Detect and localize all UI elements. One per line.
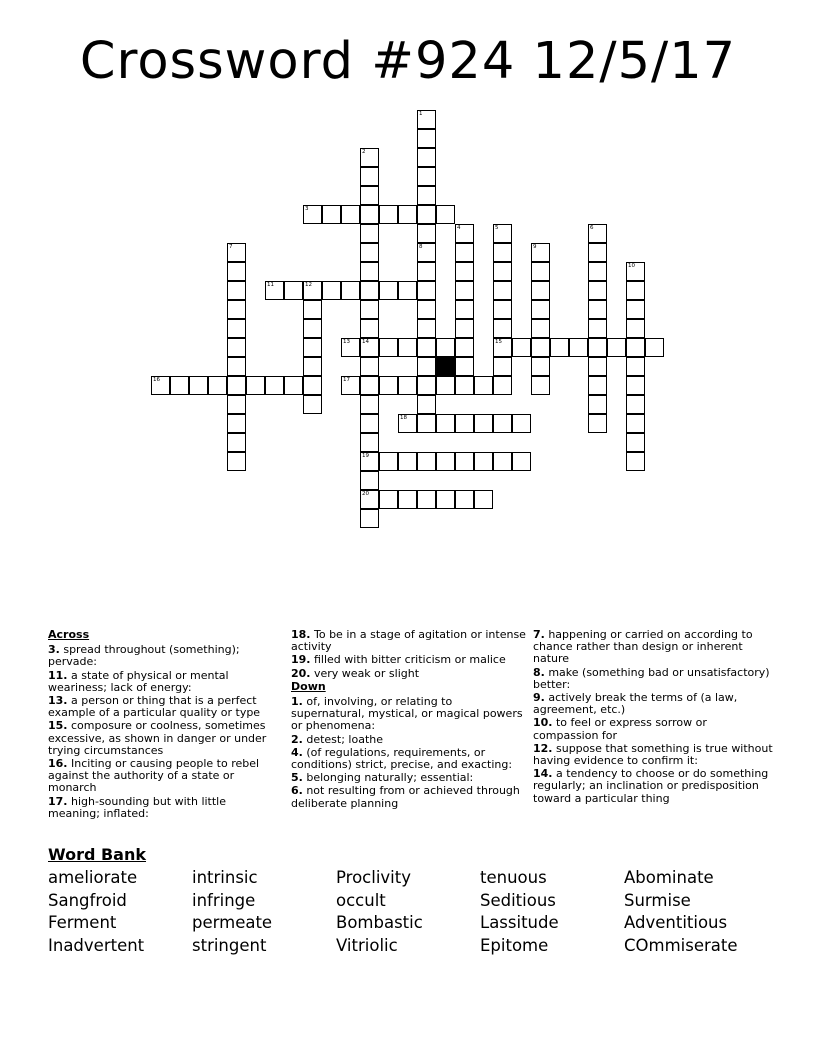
clue [533,717,773,741]
grid-cell[interactable] [436,205,455,224]
word-bank-item: Bombastic [336,913,423,932]
grid-cell[interactable] [227,414,246,433]
grid-cell[interactable] [626,433,645,452]
clue-number: 13. [48,694,68,708]
down-clue-list-continued [533,629,773,805]
grid-cell[interactable] [360,186,379,205]
grid-cell[interactable] [455,319,474,338]
grid-cell[interactable] [227,319,246,338]
clue-number: 9. [533,691,545,705]
clue-number: 12. [533,741,553,755]
clue-number-label: 18 [400,415,407,421]
grid-cell[interactable] [227,452,246,471]
grid-cell[interactable] [455,262,474,281]
grid-cell[interactable] [417,186,436,205]
grid-cell[interactable] [455,452,474,471]
grid-cell[interactable] [550,338,569,357]
grid-cell[interactable] [531,338,550,357]
clue-number-label: 1 [419,111,423,117]
page-title: Crossword #924 12/5/17 [79,32,737,91]
word-bank-item: COmmiserate [624,935,738,955]
clue-number-label: 9 [533,244,537,250]
grid-cell[interactable] [493,414,512,433]
grid-cell[interactable] [227,281,246,300]
word-bank-item: ameliorate [48,868,138,887]
grid-cell[interactable] [417,129,436,148]
clue [291,629,527,653]
clue-number: 2. [291,732,303,746]
grid-cell[interactable] [626,357,645,376]
grid-cell[interactable] [360,395,379,414]
grid-cell[interactable] [417,167,436,186]
clue-number-label: 4 [457,225,461,231]
grid-cell[interactable] [303,300,322,319]
grid-cell[interactable] [265,376,284,395]
grid-cell[interactable] [341,205,360,224]
clue-number: 3. [48,643,60,657]
grid-cell[interactable] [493,243,512,262]
clue [48,720,278,757]
grid-cell[interactable] [208,376,227,395]
grid-cell[interactable] [227,433,246,452]
grid-cell[interactable] [512,414,531,433]
grid-cell[interactable] [436,338,455,357]
clue-number: 10. [533,716,553,730]
grid-cell[interactable] [626,395,645,414]
grid-cell[interactable] [531,357,550,376]
clue-text: belonging naturally; essential: [302,771,474,785]
grid-cell[interactable] [626,300,645,319]
grid-cell[interactable] [322,281,341,300]
clues-column-1 [48,629,278,821]
grid-cell[interactable] [417,224,436,243]
grid-cell[interactable] [417,490,436,509]
clue-text: actively break the terms of (a law, agreement, etc.) [533,691,738,717]
grid-cell[interactable] [474,376,493,395]
clue [291,734,527,746]
grid-cell[interactable] [493,262,512,281]
grid-cell[interactable] [626,281,645,300]
grid-cell[interactable] [417,357,436,376]
grid-cell[interactable] [360,376,379,395]
clue-number-label: 3 [305,206,309,212]
grid-cell[interactable] [512,452,531,471]
grid-cell[interactable] [474,414,493,433]
grid-cell[interactable] [360,167,379,186]
word-bank-item: Surmise [624,890,691,910]
word-bank-item: Lassitude [480,913,559,932]
grid-cell[interactable] [379,281,398,300]
grid-cell[interactable] [379,205,398,224]
grid-cell[interactable] [436,376,455,395]
word-bank-item: Adventitious [624,913,728,932]
clue-number-label: 7 [229,244,233,250]
clue-text: a state of physical or mental weariness; lack of energy: [48,668,229,694]
grid-cell[interactable] [379,338,398,357]
grid-cell[interactable] [531,319,550,338]
clue-number-label: 20 [362,491,369,497]
word-bank-item: Abominate [624,868,714,887]
grid-cell[interactable] [360,471,379,490]
grid-cell[interactable] [455,300,474,319]
word-bank-item: tenuous [480,868,547,887]
grid-cell[interactable] [493,376,512,395]
word-bank-item: infringe [192,890,256,910]
grid-cell[interactable] [588,319,607,338]
grid-cell[interactable] [398,281,417,300]
clue-number: 15. [48,719,68,733]
clues-column-2 [291,629,527,811]
clue [48,758,278,795]
grid-cell[interactable] [512,338,531,357]
clue [291,785,527,809]
grid-cell[interactable] [626,338,645,357]
grid-cell[interactable] [493,300,512,319]
grid-cell[interactable] [417,338,436,357]
clue-number: 18. [291,628,311,641]
clue-number-label: 10 [628,263,635,269]
clue-text: spread throughout (something); pervade: [48,643,240,669]
clue [533,667,773,691]
grid-cell[interactable] [246,376,265,395]
grid-cell[interactable] [455,490,474,509]
clue-number-label: 17 [343,377,350,383]
grid-cell[interactable] [322,205,341,224]
grid-cell[interactable] [360,262,379,281]
grid-cell[interactable] [626,376,645,395]
clue-number-label: 5 [495,225,499,231]
clue-number: 5. [291,771,303,785]
grid-cell[interactable] [417,300,436,319]
clue-number: 20. [291,666,311,680]
clue [291,668,527,680]
grid-cell[interactable] [455,414,474,433]
grid-cell[interactable] [588,338,607,357]
grid-cell[interactable] [417,148,436,167]
grid-cell[interactable] [588,243,607,262]
clue-number-label: 8 [419,244,423,250]
clue [291,772,527,784]
word-bank-item: Inadvertent [48,935,145,955]
grid-cell[interactable] [626,319,645,338]
word-bank [48,868,768,955]
grid-cell[interactable] [588,262,607,281]
grid-cell[interactable] [303,319,322,338]
clue [533,629,773,666]
grid-cell[interactable] [417,205,436,224]
clue [533,768,773,805]
clue-text: make (something bad or unsatisfactory) better: [533,665,770,691]
clue [291,654,527,666]
clue-text: detest; loathe [302,732,383,746]
clue-text: composure or coolness, sometimes excessive, as shown in danger or under trying circumstances [48,719,267,757]
grid-cell[interactable] [360,243,379,262]
grid-cell[interactable] [398,376,417,395]
clues-column-3 [533,629,773,806]
clue-number-label: 11 [267,282,274,288]
grid-cell[interactable] [417,262,436,281]
across-heading: Across [48,628,90,641]
clue-number: 4. [291,745,303,759]
grid-cell[interactable] [227,376,246,395]
grid-cell[interactable] [531,262,550,281]
grid-cell[interactable] [588,395,607,414]
clue-text: To be in a stage of agitation or intense activity [291,628,526,654]
clue [291,696,527,733]
grid-cell[interactable] [360,433,379,452]
grid-cell[interactable] [227,262,246,281]
grid-cell[interactable] [360,357,379,376]
clue-number: 17. [48,794,68,808]
grid-cell[interactable] [626,414,645,433]
grid-cell[interactable] [284,376,303,395]
grid-cell[interactable] [588,281,607,300]
grid-cell[interactable] [474,490,493,509]
grid-cell[interactable] [626,452,645,471]
grid-cell[interactable] [588,300,607,319]
grid-cell[interactable] [227,395,246,414]
grid-cell[interactable] [417,319,436,338]
grid-cell[interactable] [588,414,607,433]
word-bank-item: Epitome [480,935,549,955]
clue [48,670,278,694]
grid-cell[interactable] [455,357,474,376]
grid-cell[interactable] [531,300,550,319]
grid-cell[interactable] [493,452,512,471]
clue [48,644,278,668]
grid-cell[interactable] [417,376,436,395]
grid-cell[interactable] [398,452,417,471]
grid-cell[interactable] [379,490,398,509]
clue-number: 6. [291,784,303,798]
grid-cell[interactable] [398,338,417,357]
grid-cell[interactable] [531,281,550,300]
clue-text: a person or thing that is a perfect example of a particular quality or type [48,694,261,720]
word-bank-item: intrinsic [192,868,258,887]
clue-number-label: 15 [495,339,502,345]
down-clue-list [291,696,527,810]
clue-number-label: 14 [362,339,369,345]
clue-text: happening or carried on according to chance rather than design or inherent nature [533,628,753,666]
grid-cell[interactable] [170,376,189,395]
grid-cell[interactable] [303,376,322,395]
grid-cell[interactable] [493,319,512,338]
grid-cell[interactable] [436,490,455,509]
clue [48,796,278,820]
grid-cell[interactable] [341,281,360,300]
clue-text: suppose that something is true without having evidence to confirm it: [533,741,773,768]
grid-cell[interactable] [645,338,664,357]
grid-cell[interactable] [303,395,322,414]
grid-cell[interactable] [360,509,379,528]
clue-number-label: 12 [305,282,312,288]
grid-cell[interactable] [227,300,246,319]
word-bank-item: Proclivity [336,868,411,887]
clue [533,743,773,767]
clue-number: 11. [48,668,68,682]
clue-text: Inciting or causing people to rebel against the authority of a state or monarch [48,757,260,795]
grid-cell[interactable] [417,281,436,300]
grid-cell[interactable] [588,357,607,376]
grid-cell[interactable] [379,376,398,395]
grid-cell[interactable] [189,376,208,395]
word-bank-item: Ferment [48,913,117,932]
grid-cell[interactable] [455,376,474,395]
clue-number-label: 13 [343,339,350,345]
clue-number-label: 6 [590,225,594,231]
clue-text: to feel or express sorrow or compassion for [533,716,707,742]
grid-cell[interactable] [493,281,512,300]
grid-cell[interactable] [360,319,379,338]
word-bank-item: occult [336,890,386,910]
clue-number: 19. [291,653,311,667]
clue [48,695,278,719]
clue-text: very weak or slight [310,666,420,680]
grid-cell[interactable] [493,357,512,376]
grid-cell[interactable] [531,376,550,395]
clue-text: filled with bitter criticism or malice [310,653,506,667]
grid-cell[interactable] [417,452,436,471]
grid-cell[interactable] [455,243,474,262]
grid-cell[interactable] [398,490,417,509]
down-heading: Down [291,679,326,693]
grid-cell[interactable] [379,452,398,471]
clue-number: 8. [533,665,545,679]
grid-cell[interactable] [360,300,379,319]
grid-cell[interactable] [398,205,417,224]
clue-text: of, involving, or relating to supernatural, mystical, or magical powers or phenomena: [291,695,523,733]
clue [533,692,773,716]
grid-cell[interactable] [455,338,474,357]
grid-cell[interactable] [284,281,303,300]
clue-text: high-sounding but with little meaning; inflated: [48,794,227,820]
black-square [436,357,455,376]
clue-text: not resulting from or achieved through deliberate planning [291,784,520,810]
clue-number: 1. [291,695,303,709]
clue-number-label: 2 [362,149,366,155]
word-bank-item: Vitriolic [336,935,398,955]
grid-cell[interactable] [417,395,436,414]
grid-cell[interactable] [417,414,436,433]
clue-text: (of regulations, requirements, or conditions) strict, precise, and exacting: [291,745,513,772]
grid-cell[interactable] [569,338,588,357]
word-bank-item: stringent [192,935,267,955]
clue-text: a tendency to choose or do something regularly; an inclination or predisposition toward a particular thing [533,767,769,805]
grid-cell[interactable] [360,414,379,433]
grid-cell[interactable] [360,205,379,224]
grid-cell[interactable] [588,376,607,395]
word-bank-item: Seditious [480,890,556,910]
grid-cell[interactable] [227,338,246,357]
grid-cell[interactable] [227,357,246,376]
word-bank-item: Sangfroid [48,890,127,910]
grid-cell[interactable] [360,224,379,243]
grid-cell[interactable] [303,357,322,376]
grid-cell[interactable] [436,414,455,433]
clue-number-label: 16 [153,377,160,383]
grid-cell[interactable] [474,452,493,471]
clue-number: 16. [48,757,68,771]
clue-number-label: 19 [362,453,369,459]
grid-cell[interactable] [436,452,455,471]
word-bank-item: permeate [192,913,273,932]
grid-cell[interactable] [455,281,474,300]
grid-cell[interactable] [303,338,322,357]
clue-number: 7. [533,628,545,641]
across-clue-list [48,644,278,820]
grid-cell[interactable] [360,281,379,300]
clue [291,747,527,771]
grid-cell[interactable] [607,338,626,357]
word-bank-title: Word Bank [48,845,147,864]
clue-number: 14. [533,767,553,781]
across-clue-list-continued [291,629,527,680]
